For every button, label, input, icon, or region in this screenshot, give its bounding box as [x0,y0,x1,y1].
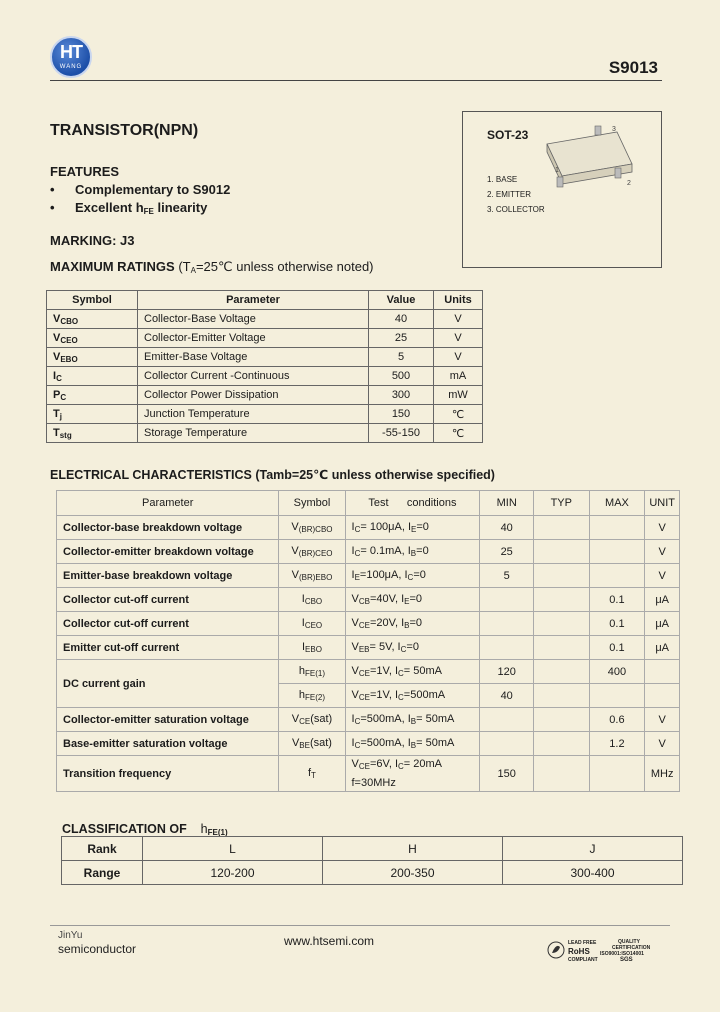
parameter-cell: Collector Power Dissipation [138,386,369,405]
unit-cell: ℃ [434,424,483,443]
table-row [57,732,680,756]
rohs-leaf-icon [546,940,566,960]
value-cell: 150 [369,405,434,424]
note-post: =25℃ unless otherwise noted) [195,259,374,274]
range-cell: 300-400 [503,861,683,885]
col-typ: TYP [534,491,590,516]
rohs-label: RoHS [568,947,590,956]
table-header-row [57,491,680,516]
min-cell: 25 [480,540,534,564]
pin-mark-2: 2 [627,180,631,187]
feature-text-post: linearity [153,200,208,215]
table-row [57,636,680,660]
bullet: • [50,182,55,197]
table-row [47,310,483,329]
table-row [57,540,680,564]
symbol-cell: $V_{(BR)EBO}$ [279,564,345,588]
parameter-cell: Emitter-base breakdown voltage [57,564,279,588]
footer-divider [50,925,670,926]
min-cell: 5 [480,564,534,588]
typ-cell [534,588,590,612]
part-number: S9013 [608,58,658,77]
symbol-cell: $V_{BE}(sat)$ [279,732,345,756]
symbol-cell: $I_{CBO}$ [279,588,345,612]
symbol-cell: $f_T$ [279,756,345,792]
value-cell: 5 [369,348,434,367]
unit-cell: mW [434,386,483,405]
parameter-cell: Collector cut-off current [57,612,279,636]
col-unit: UNIT [645,491,680,516]
value-cell: -55-150 [369,424,434,443]
symbol-cell: $T_{stg}$ [47,424,138,443]
unit-cell: μA [645,612,680,636]
value-cell: 500 [369,367,434,386]
max-cell [589,516,645,540]
col-symbol: Symbol [47,291,138,310]
min-cell [480,612,534,636]
table-row [57,612,680,636]
company-name-line1: JinYu [58,930,83,941]
max-cell: 1.2 [589,732,645,756]
max-cell: 0.1 [589,612,645,636]
parameter-cell: Junction Temperature [138,405,369,424]
parameter-cell: Collector-emitter breakdown voltage [57,540,279,564]
col-conditions: Test conditions [345,491,480,516]
unit-cell: V [645,564,680,588]
min-cell [480,588,534,612]
unit-cell: V [645,708,680,732]
classification-h: h [200,822,208,836]
marking: MARKING: J3 [50,233,135,248]
symbol-cell: $V_{(BR)CBO}$ [279,516,345,540]
symbol-cell: $V_{EBO}$ [47,348,138,367]
website-link[interactable]: www.htsemi.com [284,934,375,948]
table-row [47,348,483,367]
max-cell [589,540,645,564]
parameter-cell: Storage Temperature [138,424,369,443]
parameter-cell: Emitter-Base Voltage [138,348,369,367]
unit-cell: V [434,329,483,348]
max-cell: 0.1 [589,588,645,612]
value-cell: 40 [369,310,434,329]
rank-label: Rank [62,837,143,861]
col-max: MAX [589,491,645,516]
symbol-cell: $P_C$ [47,386,138,405]
col-parameter: Parameter [57,491,279,516]
condition-cell: $V_{CE}=1V$, $I_C= 50mA$ [345,660,480,684]
parameter-cell: Transition frequency [57,756,279,792]
classification-title: CLASSIFICATION OF [62,822,187,836]
condition-cell: $I_E=100\mu A$, $I_C=0$ [345,564,480,588]
header-divider [50,80,662,81]
typ-cell [534,732,590,756]
condition-cell: $V_{EB}= 5V$, $I_C=0$ [345,636,480,660]
rank-cell: L [143,837,323,861]
table-row [47,329,483,348]
symbol-cell: $V_{(BR)CEO}$ [279,540,345,564]
condition-cell: $V_{CE}=20V$, $I_B=0$ [345,612,480,636]
col-symbol: Symbol [279,491,345,516]
table-row [47,367,483,386]
unit-cell [645,684,680,708]
cert-line: CERTIFICATION [612,945,651,951]
parameter-cell: Collector-Base Voltage [138,310,369,329]
min-cell [480,636,534,660]
pin-collector: 3. COLLECTOR [487,205,545,214]
typ-cell [534,540,590,564]
feature-text-pre: Excellent h [75,200,144,215]
max-ratings-note [178,259,373,274]
unit-cell: μA [645,636,680,660]
col-value: Value [369,291,434,310]
package-label: SOT-23 [487,128,529,142]
min-cell: 40 [480,684,534,708]
feature-text-sub: FE [143,207,154,216]
classification-table [61,836,683,885]
unit-cell: V [645,516,680,540]
condition-cell: $I_C= 0.1mA$, $I_B=0$ [345,540,480,564]
min-cell: 120 [480,660,534,684]
rohs-sub2: COMPLIANT [568,957,598,963]
table-row [57,756,680,792]
electrical-table [56,490,680,792]
range-row [62,861,683,885]
feature-text: Complementary to S9012 [75,182,231,197]
classification-heading [62,822,228,837]
value-cell: 300 [369,386,434,405]
typ-cell [534,756,590,792]
sot23-package-icon [537,122,657,202]
max-cell [589,756,645,792]
max-cell [589,564,645,588]
parameter-cell: Collector-Emitter Voltage [138,329,369,348]
unit-cell [645,660,680,684]
note-sub: A [190,266,196,275]
package-box [462,111,662,268]
parameter-cell: Collector-emitter saturation voltage [57,708,279,732]
table-row [47,424,483,443]
classification-sub: FE(1) [207,828,228,837]
symbol-cell: $I_{CEO}$ [279,612,345,636]
bullet: • [50,200,55,215]
unit-cell: V [645,540,680,564]
max-cell: 0.6 [589,708,645,732]
condition-cell: $V_{CE}=1V$, $I_C=500mA$ [345,684,480,708]
symbol-cell: $V_{CEO}$ [47,329,138,348]
max-ratings-heading [50,259,374,275]
table-row [57,660,680,684]
pin-mark-3: 3 [612,126,616,133]
symbol-cell: $h_{FE(2)}$ [279,684,345,708]
parameter-cell: Collector Current -Continuous [138,367,369,386]
note-pre: (T [178,259,191,274]
certification-badges [546,938,666,968]
symbol-cell: $h_{FE(1)}$ [279,660,345,684]
parameter-cell: DC current gain [57,660,279,708]
table-row [57,564,680,588]
logo-text: HT [60,42,82,62]
min-cell [480,708,534,732]
table-row [57,708,680,732]
typ-cell [534,636,590,660]
rank-cell: J [503,837,683,861]
col-units: Units [434,291,483,310]
condition-cell: $I_C= 100\mu A$, $I_E=0$ [345,516,480,540]
unit-cell: μA [645,588,680,612]
unit-cell: mA [434,367,483,386]
parameter-cell: Emitter cut-off current [57,636,279,660]
typ-cell [534,612,590,636]
typ-cell [534,660,590,684]
value-cell: 25 [369,329,434,348]
condition-cell: $I_C=500mA$, $I_B= 50mA$ [345,708,480,732]
max-ratings-table [46,290,483,443]
parameter-cell: Collector cut-off current [57,588,279,612]
table-row [57,516,680,540]
company-name-line2: semiconductor [58,942,137,956]
table-row [57,588,680,612]
symbol-cell: $I_C$ [47,367,138,386]
feature-item [50,200,207,216]
symbol-cell: $T_j$ [47,405,138,424]
col-parameter: Parameter [138,291,369,310]
unit-cell: V [645,732,680,756]
unit-cell: MHz [645,756,680,792]
rohs-sub1: LEAD FREE [568,940,597,946]
table-row [47,386,483,405]
range-label: Range [62,861,143,885]
cert-line: SGS [620,957,633,963]
condition-cell: $I_C=500mA$, $I_B= 50mA$ [345,732,480,756]
rank-row [62,837,683,861]
logo-subtext: WANG [59,64,83,70]
rank-cell: H [323,837,503,861]
feature-item [50,182,230,197]
unit-cell: V [434,348,483,367]
parameter-cell: Base-emitter saturation voltage [57,732,279,756]
table-row [47,405,483,424]
page-title: TRANSISTOR(NPN) [50,122,199,139]
min-cell [480,732,534,756]
min-cell: 150 [480,756,534,792]
max-cell [589,684,645,708]
unit-cell: V [434,310,483,329]
symbol-cell: $I_{EBO}$ [279,636,345,660]
typ-cell [534,708,590,732]
condition-cell: $V_{CB}=40V$, $I_E=0$ [345,588,480,612]
symbol-cell: $V_{CBO}$ [47,310,138,329]
col-min: MIN [480,491,534,516]
max-cell: 400 [589,660,645,684]
range-cell: 200-350 [323,861,503,885]
parameter-cell: Collector-base breakdown voltage [57,516,279,540]
features-heading: FEATURES [50,164,120,179]
pin-base: 1. BASE [487,175,518,184]
unit-cell: ℃ [434,405,483,424]
pin-emitter: 2. EMITTER [487,190,532,199]
min-cell: 40 [480,516,534,540]
table-header-row [47,291,483,310]
range-cell: 120-200 [143,861,323,885]
typ-cell [534,564,590,588]
max-ratings-title: MAXIMUM RATINGS [50,259,175,274]
max-cell: 0.1 [589,636,645,660]
symbol-cell: $V_{CE}(sat)$ [279,708,345,732]
cert-line: QUALITY [618,939,640,945]
pin-mark-1: 1 [555,167,559,174]
cert-line: ISO9001:ISO14001 [600,951,644,957]
typ-cell [534,684,590,708]
company-logo [50,36,92,78]
electrical-heading: ELECTRICAL CHARACTERISTICS (Tamb=25℃ unless otherwise specified) [50,468,495,482]
condition-cell: $V_{CE}=6V$, $I_C= 20mA$ f=30MHz [345,756,480,792]
typ-cell [534,516,590,540]
